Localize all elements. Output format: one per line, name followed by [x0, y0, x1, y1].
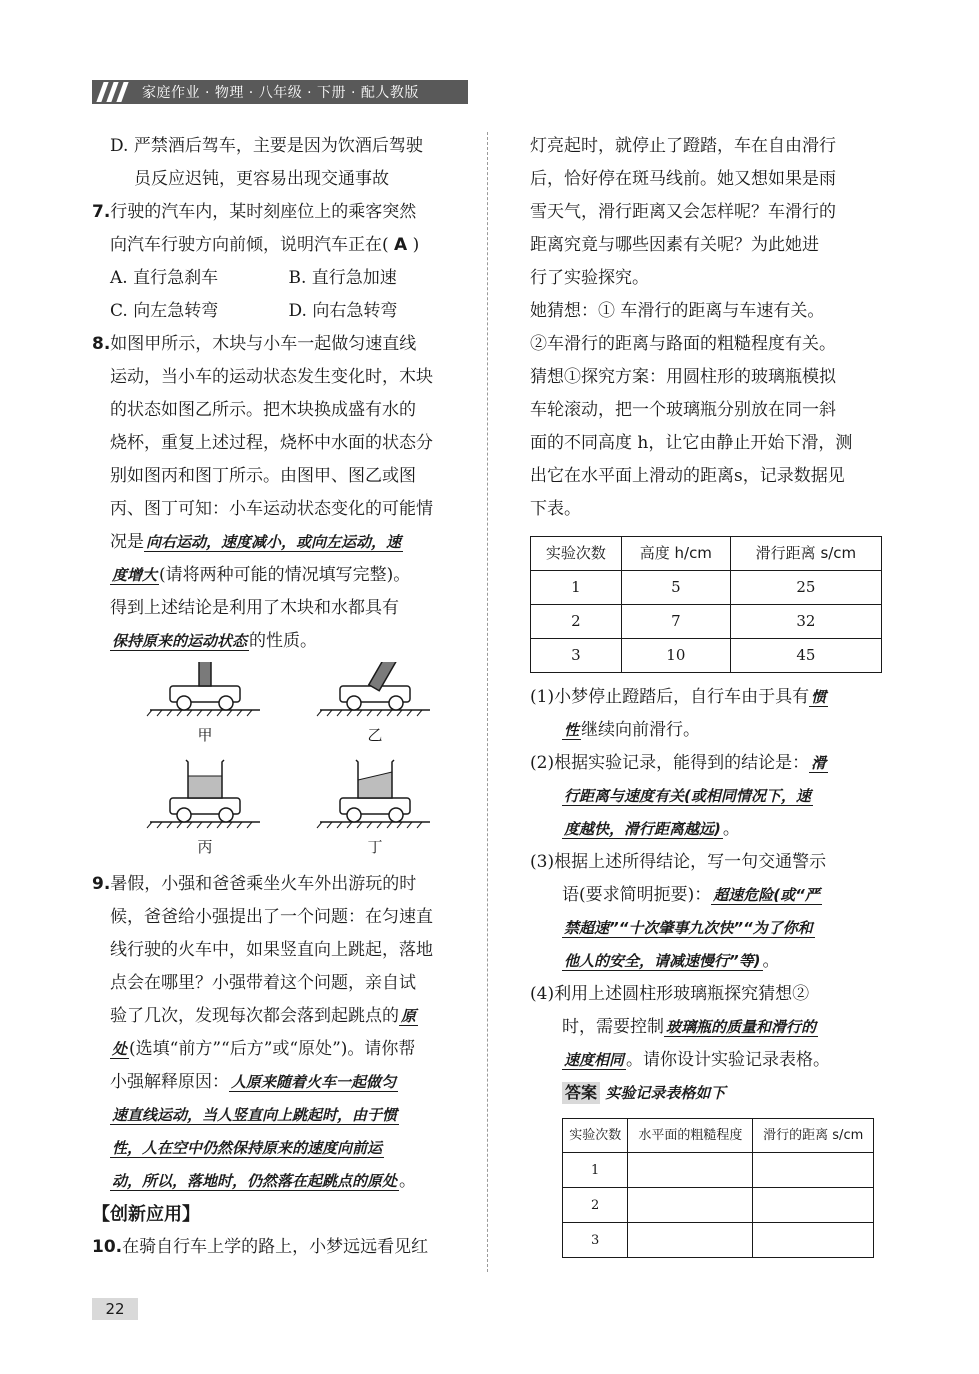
q7-option-b: B. 直行急加速 — [288, 268, 397, 288]
q7-stem-cont: 向汽车行驶方向前倾，说明汽车正在( A ) — [110, 235, 420, 255]
q10-text-line: 后，恰好停在斑马线前。她又想如果是雨 — [530, 169, 836, 189]
right-column — [530, 130, 882, 1258]
q9-answer-line: 动，所以，落地时，仍然落在起跳点的原处 。 — [112, 1171, 417, 1191]
table-cell: 2 — [531, 605, 622, 639]
q8-line: 别如图丙和图丁所示。由图甲、图乙或图 — [110, 466, 416, 486]
s2-answer-cont: 行距离与速度有关(或相同情况下，速 — [564, 787, 811, 805]
s4-answer: 玻璃瓶的质量和滑行的 — [666, 1018, 817, 1036]
q8-answer-1-cont: 度增大 — [112, 566, 158, 584]
q7-options-row2 — [92, 295, 467, 328]
left-column — [92, 130, 467, 1264]
table-row — [563, 1153, 874, 1188]
table-cell — [628, 1153, 753, 1188]
q7-options-row1 — [92, 262, 467, 295]
s3-line: (3)根据上述所得结论，写一句交通警示 — [530, 852, 827, 872]
figure-label-jia: 甲 — [197, 726, 213, 744]
slash-decoration-icon — [92, 80, 136, 104]
table-header: 滑行距离 s/cm — [730, 537, 881, 571]
q9-answer-2-cont: 速直线运动，当人竖直向上跳起时，由于惯 — [112, 1106, 398, 1124]
table-cell: 5 — [621, 571, 730, 605]
s2-line-cont — [530, 780, 882, 813]
s4-line-cont: 速度相同 。请你设计实验记录表格。 — [564, 1050, 831, 1070]
table-header-row — [531, 537, 882, 571]
q9-answer-1: 原 — [401, 1007, 417, 1025]
q9-line: 线行驶的火车中，如果竖直向上跳起，落地 — [110, 940, 433, 960]
table-cell — [628, 1223, 753, 1258]
answer-text: 实验记录表格如下 — [605, 1084, 726, 1102]
figure-label-yi: 乙 — [367, 726, 383, 744]
q7-option-d: D. 向右急转弯 — [288, 301, 398, 321]
s2-answer: 滑 — [811, 754, 827, 772]
q10-text-line: 雪天气，滑行距离又会怎样呢？车滑行的 — [530, 202, 836, 222]
table-cell: 1 — [563, 1153, 628, 1188]
q8-figure — [92, 662, 467, 862]
s3-line-cont: 语(要求简明扼要)： 超速危险(或“严 — [562, 885, 820, 905]
q7-stem: 7.行驶的汽车内，某时刻座位上的乘客突然 — [92, 202, 417, 222]
s1-answer-cont: 性 — [564, 721, 580, 739]
q10-text-line: ②车滑行的距离与路面的粗糙程度有关。 — [530, 334, 836, 354]
q9-stem: 9.暑假，小强和爸爸乘坐火车外出游玩的时 — [92, 874, 417, 894]
figure-yi-cart — [317, 662, 430, 716]
q9-answer-2-cont: 性，人在空中仍然保持原来的速度向前运 — [112, 1139, 383, 1157]
s4-line-cont: 时，需要控制 玻璃瓶的质量和滑行的 — [562, 1017, 817, 1037]
q9-answer-2-cont: 动，所以，落地时，仍然落在起跳点的原处 — [112, 1172, 398, 1190]
table-row — [563, 1188, 874, 1223]
s1-answer: 惯 — [811, 688, 827, 706]
table-cell: 25 — [730, 571, 881, 605]
q10-text-line: 猜想①探究方案：用圆柱形的玻璃瓶模拟 — [530, 367, 836, 387]
q8-line: 烧杯，重复上述过程，烧杯中水面的状态分 — [110, 433, 433, 453]
s1-line: (1)小梦停止蹬踏后，自行车由于具有 惯 — [530, 687, 827, 707]
table-cell: 3 — [563, 1223, 628, 1258]
q10-text-line: 行了实验探究。 — [530, 268, 649, 288]
table-row — [531, 639, 882, 673]
q9-answer-2: 人原来随着火车一起做匀 — [231, 1073, 397, 1091]
q9-answer-line: 处 (选填“前方”“后方”或“原处”)。请你帮 — [112, 1039, 416, 1059]
figure-label-ding: 丁 — [367, 838, 383, 856]
q7-option-a: A. 直行急刹车 — [110, 268, 219, 288]
column-divider — [487, 132, 488, 1272]
s3-answer-cont: 禁超速”“十次肇事九次快”“为了你和 — [564, 919, 813, 937]
table-cell: 1 — [531, 571, 622, 605]
q8-line: 得到上述结论是利用了木块和水都具有 — [110, 598, 399, 618]
q8-stem: 8.如图甲所示，木块与小车一起做匀速直线 — [92, 334, 417, 354]
s2-line: (2)根据实验记录，能得到的结论是： 滑 — [530, 753, 827, 773]
q9-answer-line: 小强解释原因： 人原来随着火车一起做匀 — [110, 1072, 397, 1092]
table-header: 实验次数 — [563, 1119, 628, 1153]
figure-jia-cart — [147, 662, 260, 716]
table-cell: 2 — [563, 1188, 628, 1223]
table-cell: 45 — [730, 639, 881, 673]
record-table — [562, 1118, 874, 1258]
table-header-row — [563, 1119, 874, 1153]
q9-answer-1-cont: 处 — [112, 1040, 128, 1058]
page-header — [92, 80, 468, 104]
figure-ding-cart — [317, 760, 430, 828]
table-header: 高度 h/cm — [621, 537, 730, 571]
q8-answer-line: 况是 向右运动，速度减小，或向左运动，速 — [110, 532, 402, 552]
q9-answer-line — [92, 1099, 467, 1132]
s3-answer: 超速危险(或“严 — [713, 886, 820, 904]
q10-text-line: 距离究竟与哪些因素有关呢？为此她进 — [530, 235, 819, 255]
q7-answer: A — [394, 235, 408, 255]
section-title: 【创新应用】 — [92, 1204, 200, 1225]
s3-line-cont: 他人的安全，请减速慢行”等) 。 — [564, 951, 780, 971]
q10-text-line: 出它在水平面上滑动的距离s，记录数据见 — [530, 466, 845, 486]
figure-label-bing: 丙 — [197, 838, 213, 856]
q10-stem: 10.在骑自行车上学的路上，小梦远远看见红 — [92, 1237, 429, 1257]
answer-label: 答案 — [562, 1082, 600, 1104]
q8-answer-line: 保持原来的运动状态 的性质。 — [112, 631, 318, 651]
table-cell — [628, 1188, 753, 1223]
s4-line: (4)利用上述圆柱形玻璃瓶探究猜想② — [530, 984, 810, 1004]
s2-line-cont: 度越快，滑行距离越远) 。 — [564, 819, 740, 839]
q9-line: 候，爸爸给小强提出了一个问题：在匀速直 — [110, 907, 433, 927]
q9-answer-line — [92, 1132, 467, 1165]
q7-option-c: C. 向左急转弯 — [110, 301, 219, 321]
answer-line — [530, 1077, 882, 1110]
table-header: 水平面的粗糙程度 — [628, 1119, 753, 1153]
table-row — [531, 605, 882, 639]
q6-option-d-cont: 员反应迟钝，更容易出现交通事故 — [134, 169, 389, 189]
q9-line: 点会在哪里？小强带着这个问题，亲自试 — [110, 973, 416, 993]
table-cell: 3 — [531, 639, 622, 673]
table-header: 滑行的距离 s/cm — [753, 1119, 874, 1153]
cart-diagram — [92, 662, 467, 862]
s3-line-cont — [530, 912, 882, 945]
q8-line: 运动，当小车的运动状态发生变化时，木块 — [110, 367, 433, 387]
s2-answer-cont: 度越快，滑行距离越远) — [564, 820, 721, 838]
table-cell — [753, 1223, 874, 1258]
table-cell: 7 — [621, 605, 730, 639]
q6-option-d: D. 严禁酒后驾车，主要是因为饮酒后驾驶 — [110, 136, 423, 156]
q8-answer-1: 向右运动，速度减小，或向左运动，速 — [146, 533, 402, 551]
q10-text-line: 面的不同高度 h，让它由静止开始下滑，测 — [530, 433, 853, 453]
experiment-table — [530, 536, 882, 673]
table-cell: 10 — [621, 639, 730, 673]
table-cell: 32 — [730, 605, 881, 639]
q8-answer-2: 保持原来的运动状态 — [112, 632, 248, 650]
table-cell — [753, 1188, 874, 1223]
header-title: 家庭作业 · 物理 · 八年级 · 下册 · 配人教版 — [142, 85, 419, 101]
table-row — [531, 571, 882, 605]
figure-bing-cart — [147, 760, 260, 828]
q9-answer-line: 验了几次，发现每次都会落到起跳点的 原 — [110, 1006, 417, 1026]
q8-line: 的状态如图乙所示。把木块换成盛有水的 — [110, 400, 416, 420]
q10-text-line: 车轮滚动，把一个玻璃瓶分别放在同一斜 — [530, 400, 836, 420]
s4-answer-cont: 速度相同 — [564, 1051, 625, 1069]
page-number: 22 — [92, 1298, 138, 1320]
q10-text-line: 灯亮起时，就停止了蹬踏，车在自由滑行 — [530, 136, 836, 156]
table-header: 实验次数 — [531, 537, 622, 571]
q8-line: 丙、图丁可知：小车运动状态变化的可能情 — [110, 499, 433, 519]
table-cell — [753, 1153, 874, 1188]
q10-text-line: 下表。 — [530, 499, 581, 519]
table-row — [563, 1223, 874, 1258]
q10-text-line: 她猜想：① 车滑行的距离与车速有关。 — [530, 301, 825, 321]
s3-answer-cont: 他人的安全，请减速慢行”等) — [564, 952, 761, 970]
s1-line-cont: 性 继续向前滑行。 — [564, 720, 701, 740]
q8-answer-line: 度增大 (请将两种可能的情况填写完整)。 — [112, 565, 411, 585]
